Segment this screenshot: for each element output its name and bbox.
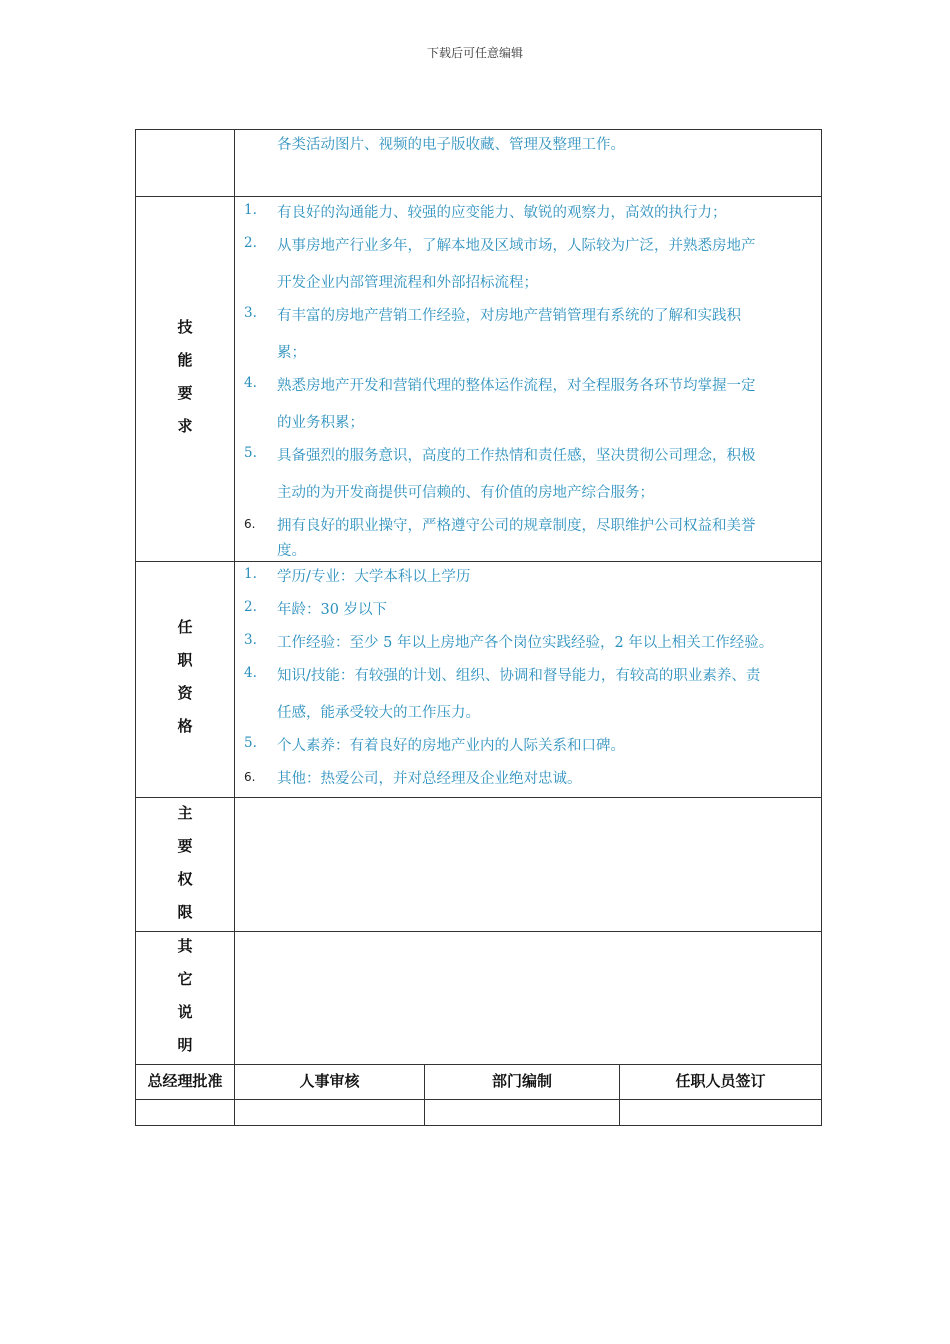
skill-item-4: 熟悉房地产开发和营销代理的整体运作流程，对全程服务各环节均掌握一定 [277, 378, 756, 394]
qualification-item-1: 学历/专业：大学本科以上学历 [277, 569, 471, 585]
other-notes-content-cell[interactable] [235, 932, 821, 1064]
skill-item-1: 有良好的沟通能力、较强的应变能力、敏锐的观察力，高效的执行力； [277, 205, 727, 221]
employee-signature-cell[interactable] [620, 1100, 821, 1125]
skills-label: 技 能 要 求 [177, 318, 193, 435]
authority-label: 主 要 权 限 [177, 804, 193, 921]
skill-item-6: 拥有良好的职业操守，严格遵守公司的规章制度，尽职维护公司权益和美誉 [277, 518, 756, 534]
skill-item-3: 有丰富的房地产营销工作经验，对房地产营销管理有系统的了解和实践积 [277, 308, 741, 324]
gm-approval-header: 总经理批准 [147, 1072, 223, 1090]
employee-signature-header: 任职人员签订 [675, 1072, 766, 1090]
qualification-item-3: 工作经验：至少 5 年以上房地产各个岗位实践经验，2 年以上相关工作经验。 [277, 635, 774, 651]
activities-text: 各类活动图片、视频的电子版收藏、管理及整理工作。 [277, 137, 625, 153]
qualification-item-4: 知识/技能：有较强的计划、组织、协调和督导能力，有较高的职业素养、责 [277, 668, 761, 684]
hr-review-cell[interactable] [235, 1100, 424, 1125]
qualification-item-5: 个人素养：有着良好的房地产业内的人际关系和口碑。 [277, 738, 625, 754]
page-header-note: 下载后可任意编辑 [426, 46, 523, 60]
qualifications-label: 任 职 资 格 [177, 618, 193, 735]
gm-approval-cell[interactable] [136, 1100, 234, 1125]
hr-review-header: 人事审核 [299, 1072, 360, 1090]
authority-content-cell[interactable] [235, 798, 821, 931]
skill-item-5: 具备强烈的服务意识，高度的工作热情和责任感，坚决贯彻公司理念，积极 [277, 448, 756, 464]
department-prepared-header: 部门编制 [491, 1072, 552, 1090]
qualification-item-2: 年龄：30 岁以下 [277, 602, 388, 618]
qualification-item-6: 其他：热爱公司，并对总经理及企业绝对忠诚。 [277, 771, 582, 787]
skill-item-2: 从事房地产行业多年，了解本地及区域市场，人际较为广泛，并熟悉房地产 [277, 238, 756, 254]
department-prepared-cell[interactable] [425, 1100, 619, 1125]
other-notes-label: 其 它 说 明 [177, 937, 193, 1054]
